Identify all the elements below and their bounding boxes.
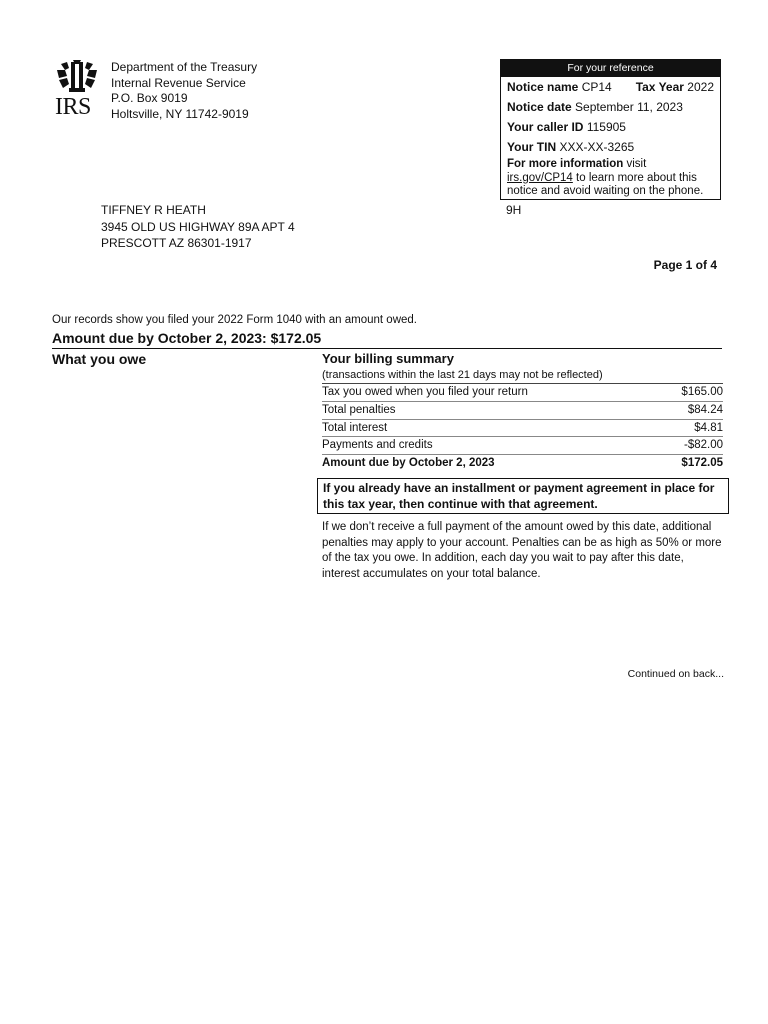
irs-logo-text: IRS xyxy=(55,94,91,120)
section-divider xyxy=(52,348,722,349)
more-info-post: to learn more about this notice and avoid waiting on the phone. xyxy=(507,171,704,197)
caller-id-label: Your caller ID xyxy=(507,120,584,134)
billing-row-label: Tax you owed when you filed your return xyxy=(322,386,528,398)
billing-total-label: Amount due by October 2, 2023 xyxy=(322,457,495,470)
notice-name-label: Notice name xyxy=(507,80,579,94)
reference-code: 9H xyxy=(506,203,522,217)
more-info-link[interactable]: irs.gov/CP14 xyxy=(507,171,573,184)
tin-value: XXX-XX-3265 xyxy=(559,140,635,154)
billing-title: Your billing summary xyxy=(322,351,454,366)
recipient-name: TIFFNEY R HEATH xyxy=(101,203,206,217)
caller-id-value: 115905 xyxy=(586,120,626,134)
billing-row-amount: $165.00 xyxy=(681,386,723,398)
agency-line: Department of the Treasury xyxy=(111,60,258,74)
billing-row-label: Total penalties xyxy=(322,403,396,416)
billing-row-amount: -$82.00 xyxy=(683,439,723,452)
billing-row-amount: $4.81 xyxy=(694,421,723,434)
agency-line: Internal Revenue Service xyxy=(111,75,246,90)
billing-row-label: Total interest xyxy=(322,421,388,434)
tin-row xyxy=(501,137,720,157)
page-number: Page 1 of 4 xyxy=(653,258,717,272)
what-you-owe-heading: What you owe xyxy=(52,351,147,367)
notice-date-value: September 11, 2023 xyxy=(575,100,683,114)
notice-name-row xyxy=(501,77,720,97)
agency-address xyxy=(111,60,257,122)
billing-total-amount: $172.05 xyxy=(681,457,723,470)
more-info-text xyxy=(501,158,720,199)
billing-row xyxy=(322,384,723,402)
tin-label: Your TIN xyxy=(507,140,557,154)
installment-notice: If you already have an installment or payment agreement in place for this tax year, then continue with that agreement. xyxy=(317,478,729,514)
agency-line: Holtsville, NY 11742-9019 xyxy=(111,106,249,121)
tax-year-value: 2022 xyxy=(687,80,714,94)
billing-row-label: Payments and credits xyxy=(322,439,433,452)
agency-line: P.O. Box 9019 xyxy=(111,91,188,105)
notice-name-value: CP14 xyxy=(581,80,612,94)
billing-note: (transactions within the last 21 days may not be reflected) xyxy=(322,367,723,384)
recipient-address xyxy=(101,202,295,252)
billing-total-row xyxy=(322,455,723,472)
irs-logo xyxy=(55,60,101,122)
billing-row xyxy=(322,437,723,455)
notice-date-row xyxy=(501,97,720,117)
more-info-label: For more information xyxy=(507,158,624,170)
penalty-warning: If we don’t receive a full payment of the amount owed by this date, additional penalties may apply to your account. Penalties can be as high as 50% or more of the tax you owe. In addition, each day you wait to pay after this date, interest accumulates on your total balance. xyxy=(322,521,722,580)
continued-note: Continued on back... xyxy=(627,668,724,680)
intro-text: Our records show you filed your 2022 Form 1040 with an amount owed. xyxy=(52,314,417,326)
reference-heading: For your reference xyxy=(501,60,720,77)
billing-row xyxy=(322,420,723,438)
more-info-pre: visit xyxy=(626,158,647,170)
reference-box xyxy=(500,59,721,200)
tax-year-label: Tax Year xyxy=(635,80,684,94)
recipient-city: PRESCOTT AZ 86301-1917 xyxy=(101,236,252,250)
notice-date-label: Notice date xyxy=(507,100,572,114)
eagle-emblem-icon xyxy=(55,60,99,94)
amount-due-heading: Amount due by October 2, 2023: $172.05 xyxy=(52,330,322,346)
billing-row-amount: $84.24 xyxy=(687,403,723,416)
billing-row xyxy=(322,402,723,420)
caller-id-row xyxy=(501,117,720,137)
billing-summary xyxy=(322,350,723,472)
recipient-street: 3945 OLD US HIGHWAY 89A APT 4 xyxy=(101,219,295,234)
